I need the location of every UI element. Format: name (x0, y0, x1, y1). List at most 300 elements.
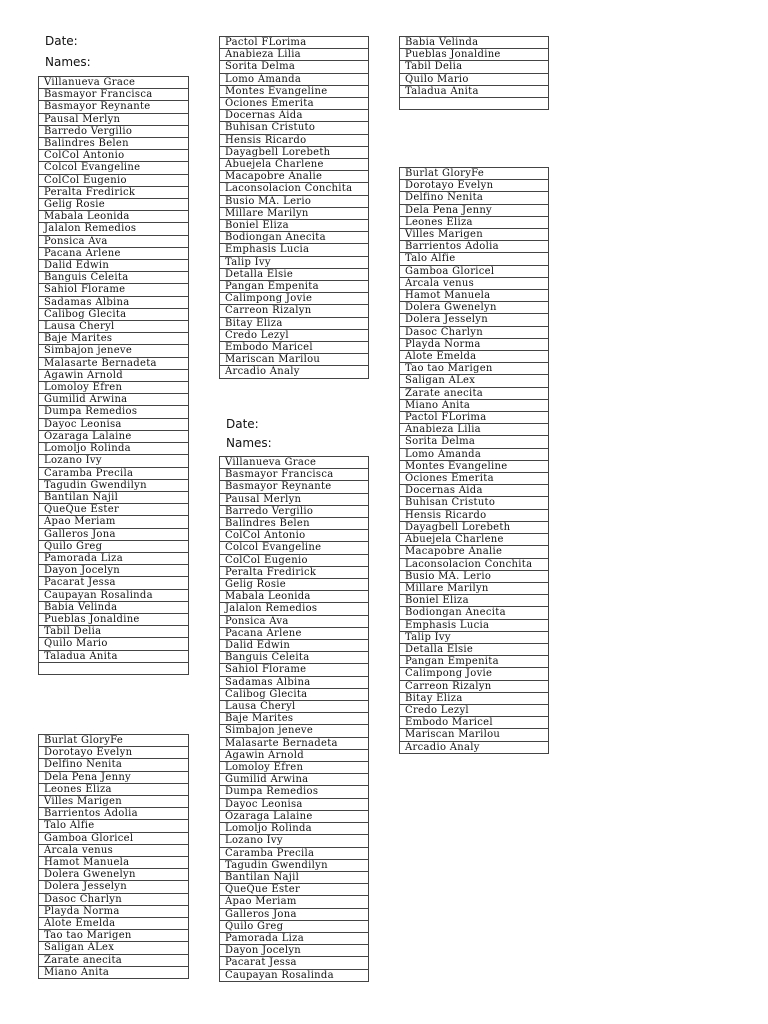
name-cell: Arcala venus (39, 844, 189, 856)
table-row (220, 134, 369, 146)
table-row (220, 896, 369, 908)
table-row (400, 85, 549, 97)
date-label: Date: (226, 417, 259, 431)
table-row (400, 729, 549, 741)
table-row (220, 884, 369, 896)
table-row (400, 37, 549, 49)
name-cell: Lomoloy Efren (39, 382, 189, 394)
table-row (220, 518, 369, 530)
table-row (400, 704, 549, 716)
name-cell: Dolera Jesselyn (400, 314, 549, 326)
table-row (400, 399, 549, 411)
table-row (400, 241, 549, 253)
table-row (220, 171, 369, 183)
table-row (39, 893, 189, 905)
table-row (220, 85, 369, 97)
table-row (39, 747, 189, 759)
name-cell: Quilo Greg (39, 540, 189, 552)
table-row (400, 668, 549, 680)
table-row (39, 540, 189, 552)
name-cell: Millare Marilyn (400, 582, 549, 594)
name-cell: Babia Velinda (400, 37, 549, 49)
name-cell: Gumilid Arwina (220, 774, 369, 786)
name-cell: Villanueva Grace (39, 77, 189, 89)
table-row (400, 375, 549, 387)
name-cell: Abuejela Charlene (400, 534, 549, 546)
table-row (220, 627, 369, 639)
name-cell: Millare Marilyn (220, 207, 369, 219)
table-row (400, 253, 549, 265)
table-row (220, 932, 369, 944)
table-row (400, 424, 549, 436)
table-row (220, 762, 369, 774)
name-cell: Bantilan Najil (220, 871, 369, 883)
name-cell: Pausal Merlyn (39, 113, 189, 125)
name-cell: Sahiol Florame (220, 664, 369, 676)
name-cell: Montes Evangeline (400, 460, 549, 472)
name-cell: Lomo Amanda (400, 448, 549, 460)
name-cell: Dasoc Charlyn (39, 893, 189, 905)
name-cell: Emphasis Lucia (220, 244, 369, 256)
table-row (400, 643, 549, 655)
name-cell: Laconsolacion Conchita (220, 183, 369, 195)
name-cell: Lozano Ivy (220, 835, 369, 847)
table-row (400, 216, 549, 228)
table-row (220, 244, 369, 256)
name-cell: Gamboa Gloricel (39, 832, 189, 844)
table-row (220, 786, 369, 798)
name-cell: Gumilid Arwina (39, 394, 189, 406)
name-cell: Dayagbell Lorebeth (220, 146, 369, 158)
table-row (400, 229, 549, 241)
table-row (220, 640, 369, 652)
name-cell: Barrientos Adolia (39, 808, 189, 820)
table-row (220, 969, 369, 981)
table-row (39, 211, 189, 223)
name-cell: Pueblas Jonaldine (400, 49, 549, 61)
table-row (220, 183, 369, 195)
table-row (220, 207, 369, 219)
table-row (39, 601, 189, 613)
name-cell: Dayon Jocelyn (220, 945, 369, 957)
name-cell: Basmayor Reynante (220, 481, 369, 493)
table-row (220, 823, 369, 835)
table-row (39, 565, 189, 577)
table-row (220, 98, 369, 110)
name-cell: Lomoloy Efren (220, 762, 369, 774)
table-row (220, 957, 369, 969)
table-row (400, 460, 549, 472)
name-cell: Pausal Merlyn (220, 493, 369, 505)
name-cell: Baje Marites (220, 713, 369, 725)
date-label: Date: (45, 34, 78, 48)
name-cell: QueQue Ester (220, 884, 369, 896)
name-cell: Pacarat Jessa (220, 957, 369, 969)
table-row (39, 613, 189, 625)
table-row (220, 268, 369, 280)
name-cell: Bantilan Najil (39, 491, 189, 503)
table-row (220, 505, 369, 517)
table-row (39, 101, 189, 113)
table-row (39, 296, 189, 308)
table-row (39, 77, 189, 89)
name-cell: Agawin Arnold (220, 749, 369, 761)
name-cell: Dayon Jocelyn (39, 565, 189, 577)
table-row (400, 607, 549, 619)
name-cell: Barrientos Adolia (400, 241, 549, 253)
table-row (39, 966, 189, 978)
table-row (39, 284, 189, 296)
table-row (400, 558, 549, 570)
name-cell: Balindres Belen (39, 138, 189, 150)
table-row (220, 871, 369, 883)
name-cell: Laconsolacion Conchita (400, 558, 549, 570)
name-cell: Zarate anecita (39, 954, 189, 966)
name-cell: Peralta Fredirick (220, 566, 369, 578)
names-table-col3-bottom (399, 167, 549, 754)
table-row (39, 247, 189, 259)
table-row (220, 920, 369, 932)
table-row (400, 363, 549, 375)
name-cell: Lomo Amanda (220, 73, 369, 85)
name-cell: Playda Norma (400, 338, 549, 350)
name-cell: Jalalon Remedios (39, 223, 189, 235)
table-row (220, 342, 369, 354)
table-row (400, 98, 549, 110)
table-row (39, 735, 189, 747)
table-row (400, 485, 549, 497)
names-table-col1-top (38, 76, 189, 675)
table-row (220, 457, 369, 469)
name-cell: Hamot Manuela (39, 857, 189, 869)
table-row (400, 570, 549, 582)
name-cell: Boniel Eliza (220, 220, 369, 232)
name-cell: Pueblas Jonaldine (39, 613, 189, 625)
name-cell: Mabala Leonida (39, 211, 189, 223)
table-row (39, 308, 189, 320)
name-cell: Tao tao Marigen (400, 363, 549, 375)
name-cell: Buhisan Cristuto (400, 497, 549, 509)
name-cell: Talip Ivy (400, 631, 549, 643)
table-row (39, 199, 189, 211)
name-cell: Calibog Glecita (39, 308, 189, 320)
names-table-col2-top (219, 36, 369, 379)
table-row (400, 61, 549, 73)
table-row (39, 357, 189, 369)
table-row (39, 186, 189, 198)
table-row (39, 406, 189, 418)
table-row (39, 321, 189, 333)
table-row (220, 195, 369, 207)
table-row (400, 717, 549, 729)
table-row (400, 473, 549, 485)
name-cell: Lomoljo Rolinda (39, 443, 189, 455)
table-row (39, 626, 189, 638)
name-cell: Dorotayo Evelyn (400, 180, 549, 192)
table-row (220, 847, 369, 859)
table-row (220, 591, 369, 603)
table-row (400, 631, 549, 643)
table-row (400, 692, 549, 704)
name-cell: Credo Lezyl (400, 704, 549, 716)
table-row (400, 534, 549, 546)
name-cell: Basmayor Francisca (39, 89, 189, 101)
name-cell: Simbajon jeneve (220, 725, 369, 737)
table-row (220, 49, 369, 61)
name-cell: Mariscan Marilou (220, 354, 369, 366)
name-cell: Bitay Eliza (220, 317, 369, 329)
name-cell: Leones Eliza (400, 216, 549, 228)
names-table-col3-top (399, 36, 549, 110)
table-row (400, 351, 549, 363)
name-cell: Talo Alfie (400, 253, 549, 265)
name-cell: Pamorada Liza (220, 932, 369, 944)
name-cell: Dorotayo Evelyn (39, 747, 189, 759)
name-cell: Hensis Ricardo (400, 509, 549, 521)
table-row (39, 783, 189, 795)
name-cell: Sadamas Albina (39, 296, 189, 308)
table-row (39, 455, 189, 467)
table-row (220, 652, 369, 664)
name-cell: Leones Eliza (39, 783, 189, 795)
names-table-col1-bottom (38, 734, 189, 979)
name-cell: Sahiol Florame (39, 284, 189, 296)
table-row (39, 881, 189, 893)
names-table-col2-bottom (219, 456, 369, 982)
name-cell: Calimpong Jovie (400, 668, 549, 680)
table-row (39, 796, 189, 808)
name-cell: Carreon Rizalyn (220, 305, 369, 317)
name-cell: Lausa Cheryl (220, 701, 369, 713)
table-row (39, 89, 189, 101)
table-row (39, 905, 189, 917)
name-cell: Calimpong Jovie (220, 293, 369, 305)
table-row (400, 521, 549, 533)
table-row (39, 832, 189, 844)
name-cell: Caupayan Rosalinda (39, 589, 189, 601)
table-row (220, 256, 369, 268)
table-row (220, 329, 369, 341)
name-cell: Ozaraga Lalaine (220, 810, 369, 822)
name-cell: Emphasis Lucia (400, 619, 549, 631)
table-row (220, 676, 369, 688)
name-cell: Ponsica Ava (39, 235, 189, 247)
name-cell: Villanueva Grace (220, 457, 369, 469)
table-row (39, 844, 189, 856)
name-cell: Dolera Gwenelyn (39, 869, 189, 881)
table-row (39, 443, 189, 455)
table-row (220, 749, 369, 761)
table-row (39, 174, 189, 186)
table-row (220, 737, 369, 749)
table-row (39, 528, 189, 540)
table-row (220, 61, 369, 73)
name-cell: Pangan Empenita (400, 656, 549, 668)
name-cell: QueQue Ester (39, 504, 189, 516)
table-row (400, 546, 549, 558)
name-cell: Bitay Eliza (400, 692, 549, 704)
table-row (39, 954, 189, 966)
name-cell: Embodo Maricel (220, 342, 369, 354)
name-cell: Credo Lezyl (220, 329, 369, 341)
name-cell: ColCol Eugenio (220, 554, 369, 566)
name-cell: Gelig Rosie (220, 579, 369, 591)
table-row (39, 430, 189, 442)
name-cell: Basmayor Reynante (39, 101, 189, 113)
name-cell: Anabieza Lilia (400, 424, 549, 436)
table-row (220, 159, 369, 171)
table-row (400, 192, 549, 204)
table-row (400, 49, 549, 61)
name-cell: Macapobre Analie (400, 546, 549, 558)
name-cell: Talip Ivy (220, 256, 369, 268)
table-row (400, 168, 549, 180)
name-cell: Detalla Elsie (220, 268, 369, 280)
name-cell: ColCol Antonio (220, 530, 369, 542)
table-row (400, 595, 549, 607)
name-cell: Dela Pena Jenny (400, 204, 549, 216)
name-cell: Sorita Delma (400, 436, 549, 448)
name-cell: Dayoc Leonisa (39, 418, 189, 430)
table-row (220, 664, 369, 676)
table-row (39, 113, 189, 125)
name-cell: Dela Pena Jenny (39, 771, 189, 783)
table-row (39, 930, 189, 942)
table-row (39, 589, 189, 601)
table-row (39, 504, 189, 516)
table-row (400, 619, 549, 631)
name-cell: ColCol Antonio (39, 150, 189, 162)
table-row (220, 542, 369, 554)
table-row (39, 333, 189, 345)
name-cell: Miano Anita (400, 399, 549, 411)
name-cell: ColCol Eugenio (39, 174, 189, 186)
table-row (220, 73, 369, 85)
name-cell: Playda Norma (39, 905, 189, 917)
name-cell: Quilo Greg (220, 920, 369, 932)
name-cell: Bodiongan Anecita (400, 607, 549, 619)
name-cell: Arcadio Analy (220, 366, 369, 378)
table-row (39, 272, 189, 284)
name-cell: Balindres Belen (220, 518, 369, 530)
table-row (39, 820, 189, 832)
name-cell: Burlat GloryFe (39, 735, 189, 747)
name-cell: Abuejela Charlene (220, 159, 369, 171)
name-cell: Pacana Arlene (39, 247, 189, 259)
table-row (39, 638, 189, 650)
table-row (220, 232, 369, 244)
name-cell: Dalid Edwin (220, 640, 369, 652)
name-cell: Pacana Arlene (220, 627, 369, 639)
table-row (39, 394, 189, 406)
table-row (220, 354, 369, 366)
name-cell: Burlat GloryFe (400, 168, 549, 180)
table-row (220, 579, 369, 591)
table-row (220, 945, 369, 957)
name-cell: Quilo Mario (400, 73, 549, 85)
name-cell: Gelig Rosie (39, 199, 189, 211)
table-row (39, 942, 189, 954)
name-cell: Babia Velinda (39, 601, 189, 613)
name-cell: Galleros Jona (39, 528, 189, 540)
table-row (220, 37, 369, 49)
name-cell: Talo Alfie (39, 820, 189, 832)
table-row (220, 110, 369, 122)
name-cell: Delfino Nenita (400, 192, 549, 204)
table-row (220, 317, 369, 329)
table-row (39, 771, 189, 783)
table-row (220, 835, 369, 847)
table-row (39, 162, 189, 174)
name-cell: Villes Marigen (400, 229, 549, 241)
name-cell (400, 98, 549, 110)
name-cell: Tagudin Gwendilyn (220, 859, 369, 871)
table-row (220, 469, 369, 481)
table-row (400, 509, 549, 521)
name-cell: Colcol Evangeline (220, 542, 369, 554)
table-row (39, 467, 189, 479)
table-row (400, 326, 549, 338)
name-cell: Boniel Eliza (400, 595, 549, 607)
name-cell: Basmayor Francisca (220, 469, 369, 481)
table-row (220, 146, 369, 158)
table-row (39, 369, 189, 381)
table-row (220, 701, 369, 713)
name-cell: Barredo Vergilio (39, 125, 189, 137)
name-cell: Alote Emelda (39, 918, 189, 930)
table-row (400, 277, 549, 289)
name-cell: Pactol FLorima (400, 412, 549, 424)
table-row (220, 293, 369, 305)
table-row (220, 566, 369, 578)
table-row (400, 741, 549, 753)
name-cell: Alote Emelda (400, 351, 549, 363)
table-row (220, 220, 369, 232)
name-cell: Carreon Rizalyn (400, 680, 549, 692)
name-cell: Tabil Delia (400, 61, 549, 73)
name-cell: Barredo Vergilio (220, 505, 369, 517)
name-cell: Lomoljo Rolinda (220, 823, 369, 835)
name-cell: Pactol FLorima (220, 37, 369, 49)
name-cell: Caramba Precila (220, 847, 369, 859)
name-cell: Quilo Mario (39, 638, 189, 650)
name-cell: Montes Evangeline (220, 85, 369, 97)
name-cell: Pangan Empenita (220, 281, 369, 293)
name-cell: Embodo Maricel (400, 717, 549, 729)
name-cell: Caupayan Rosalinda (220, 969, 369, 981)
names-label: Names: (226, 436, 272, 450)
name-cell: Gamboa Gloricel (400, 265, 549, 277)
name-cell: Sorita Delma (220, 61, 369, 73)
name-cell: Bodiongan Anecita (220, 232, 369, 244)
table-row (400, 436, 549, 448)
name-cell: Sadamas Albina (220, 676, 369, 688)
table-row (39, 577, 189, 589)
table-row (39, 869, 189, 881)
table-row (220, 481, 369, 493)
name-cell: Lozano Ivy (39, 455, 189, 467)
name-cell: Colcol Evangeline (39, 162, 189, 174)
table-row (220, 305, 369, 317)
name-cell: Dayoc Leonisa (220, 798, 369, 810)
table-row (220, 859, 369, 871)
name-cell: Peralta Fredirick (39, 186, 189, 198)
table-row (39, 150, 189, 162)
name-cell: Taladua Anita (39, 650, 189, 662)
name-cell: Delfino Nenita (39, 759, 189, 771)
table-row (220, 530, 369, 542)
table-row (400, 314, 549, 326)
